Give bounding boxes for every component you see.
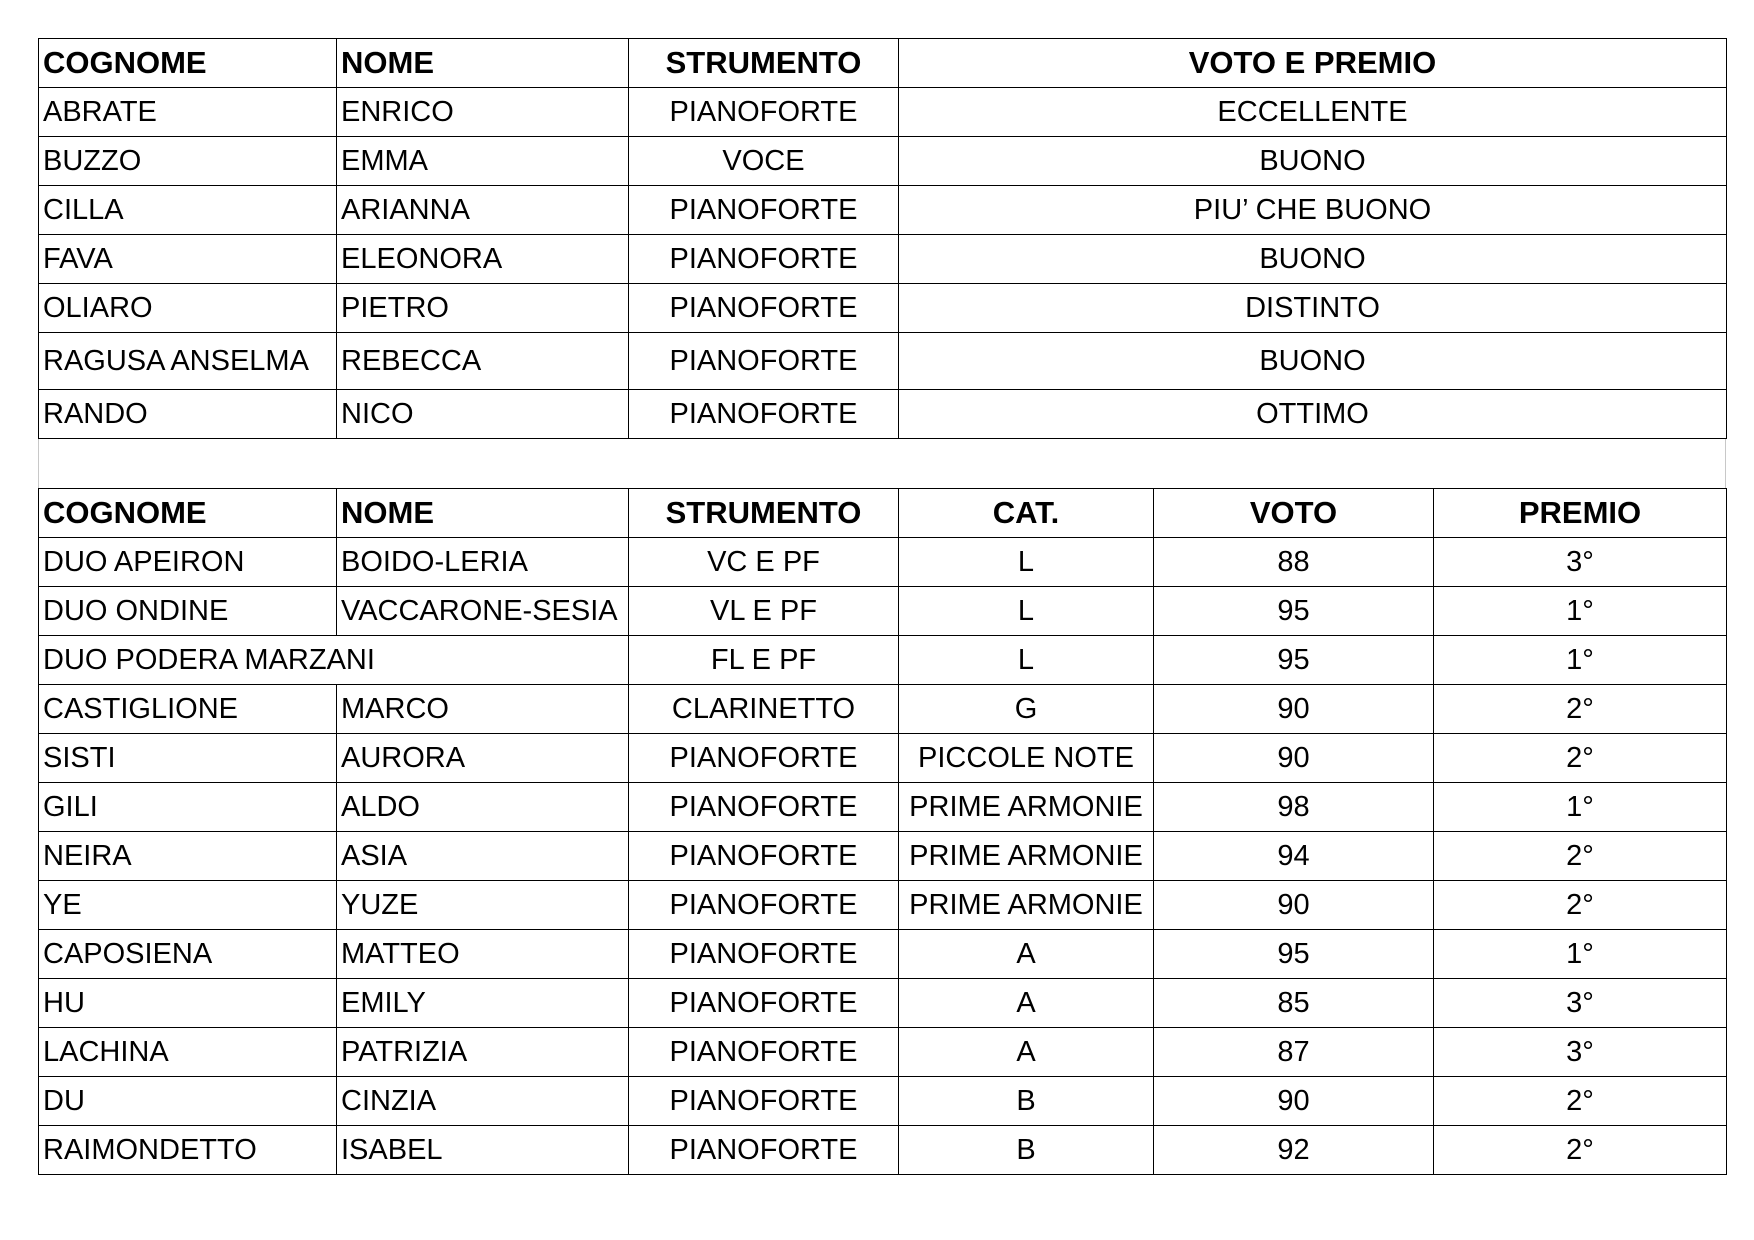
cat-cell: PRIME ARMONIE: [899, 832, 1154, 881]
table-row: [39, 685, 1727, 734]
header-strumento: STRUMENTO: [629, 489, 899, 538]
nome-cell: ELEONORA: [337, 235, 629, 284]
header-strumento: STRUMENTO: [629, 39, 899, 88]
strumento-cell: PIANOFORTE: [629, 832, 899, 881]
nome-cell: BOIDO-LERIA: [337, 538, 629, 587]
table2-header-row: [39, 489, 1727, 538]
table-row: [39, 783, 1727, 832]
header-nome: NOME: [337, 489, 629, 538]
strumento-cell: PIANOFORTE: [629, 186, 899, 235]
strumento-cell: PIANOFORTE: [629, 235, 899, 284]
cognome-cell: OLIARO: [39, 284, 337, 333]
premio-cell: 3°: [1434, 1028, 1727, 1077]
strumento-cell: PIANOFORTE: [629, 333, 899, 390]
strumento-cell: PIANOFORTE: [629, 284, 899, 333]
nome-cell: CINZIA: [337, 1077, 629, 1126]
strumento-cell: VL E PF: [629, 587, 899, 636]
voto-premio-cell: BUONO: [899, 137, 1727, 186]
cognome-cell: HU: [39, 979, 337, 1028]
table-row: [39, 930, 1727, 979]
results-table-1: [38, 38, 1727, 439]
cognome-cell: DUO ONDINE: [39, 587, 337, 636]
cat-cell: A: [899, 930, 1154, 979]
cat-cell: A: [899, 979, 1154, 1028]
header-premio: PREMIO: [1434, 489, 1727, 538]
cat-cell: PICCOLE NOTE: [899, 734, 1154, 783]
strumento-cell: FL E PF: [629, 636, 899, 685]
premio-cell: 2°: [1434, 1077, 1727, 1126]
table-row: [39, 186, 1727, 235]
nome-cell: EMILY: [337, 979, 629, 1028]
voto-cell: 87: [1154, 1028, 1434, 1077]
premio-cell: 2°: [1434, 685, 1727, 734]
nome-cell: ARIANNA: [337, 186, 629, 235]
cat-cell: B: [899, 1126, 1154, 1175]
cognome-cell: LACHINA: [39, 1028, 337, 1077]
strumento-cell: PIANOFORTE: [629, 88, 899, 137]
nome-cell: ALDO: [337, 783, 629, 832]
strumento-cell: CLARINETTO: [629, 685, 899, 734]
table-row: [39, 333, 1727, 390]
strumento-cell: PIANOFORTE: [629, 881, 899, 930]
cat-cell: PRIME ARMONIE: [899, 881, 1154, 930]
cat-cell: A: [899, 1028, 1154, 1077]
nome-cell: VACCARONE-SESIA: [337, 587, 629, 636]
premio-cell: 1°: [1434, 636, 1727, 685]
premio-cell: 2°: [1434, 734, 1727, 783]
voto-premio-cell: PIU’ CHE BUONO: [899, 186, 1727, 235]
table-row: [39, 979, 1727, 1028]
voto-premio-cell: ECCELLENTE: [899, 88, 1727, 137]
table-row: [39, 1028, 1727, 1077]
premio-cell: 1°: [1434, 930, 1727, 979]
voto-cell: 92: [1154, 1126, 1434, 1175]
cat-cell: B: [899, 1077, 1154, 1126]
strumento-cell: VOCE: [629, 137, 899, 186]
cognome-cell: CILLA: [39, 186, 337, 235]
premio-cell: 2°: [1434, 881, 1727, 930]
cognome-cell: ABRATE: [39, 88, 337, 137]
cognome-cell: NEIRA: [39, 832, 337, 881]
voto-premio-cell: DISTINTO: [899, 284, 1727, 333]
cognome-cell: CASTIGLIONE: [39, 685, 337, 734]
voto-cell: 85: [1154, 979, 1434, 1028]
header-cognome: COGNOME: [39, 39, 337, 88]
cognome-cell: DU: [39, 1077, 337, 1126]
header-nome: NOME: [337, 39, 629, 88]
cat-cell: PRIME ARMONIE: [899, 783, 1154, 832]
cat-cell: L: [899, 538, 1154, 587]
cognome-cell: RANDO: [39, 390, 337, 439]
nome-cell: REBECCA: [337, 333, 629, 390]
nome-cell: PIETRO: [337, 284, 629, 333]
premio-cell: 2°: [1434, 1126, 1727, 1175]
cat-cell: G: [899, 685, 1154, 734]
table-row: [39, 235, 1727, 284]
voto-cell: 95: [1154, 587, 1434, 636]
results-table-2: [38, 488, 1727, 1175]
table-row: [39, 137, 1727, 186]
header-cat: CAT.: [899, 489, 1154, 538]
table-row: [39, 538, 1727, 587]
header-voto-e-premio: VOTO E PREMIO: [899, 39, 1727, 88]
cognome-cell: GILI: [39, 783, 337, 832]
nome-cell: ISABEL: [337, 1126, 629, 1175]
cognome-cell: BUZZO: [39, 137, 337, 186]
cognome-cell: CAPOSIENA: [39, 930, 337, 979]
header-cognome: COGNOME: [39, 489, 337, 538]
table-row: [39, 88, 1727, 137]
cat-cell: L: [899, 587, 1154, 636]
strumento-cell: PIANOFORTE: [629, 783, 899, 832]
strumento-cell: PIANOFORTE: [629, 1077, 899, 1126]
table1-header-row: [39, 39, 1727, 88]
table-row: [39, 284, 1727, 333]
voto-cell: 90: [1154, 881, 1434, 930]
nome-cell: MATTEO: [337, 930, 629, 979]
table-spacer: [38, 439, 1726, 488]
cognome-cell: DUO APEIRON: [39, 538, 337, 587]
nome-cell: ASIA: [337, 832, 629, 881]
premio-cell: 2°: [1434, 832, 1727, 881]
voto-cell: 90: [1154, 685, 1434, 734]
results-sheet: [38, 38, 1726, 1175]
nome-cell: AURORA: [337, 734, 629, 783]
premio-cell: 3°: [1434, 979, 1727, 1028]
strumento-cell: PIANOFORTE: [629, 979, 899, 1028]
voto-cell: 94: [1154, 832, 1434, 881]
voto-cell: 88: [1154, 538, 1434, 587]
voto-premio-cell: BUONO: [899, 235, 1727, 284]
cognome-cell: SISTI: [39, 734, 337, 783]
cat-cell: L: [899, 636, 1154, 685]
table-row: [39, 636, 1727, 685]
cognome-cell: YE: [39, 881, 337, 930]
strumento-cell: PIANOFORTE: [629, 734, 899, 783]
strumento-cell: PIANOFORTE: [629, 930, 899, 979]
strumento-cell: PIANOFORTE: [629, 1028, 899, 1077]
table-row: [39, 1126, 1727, 1175]
nome-cell: NICO: [337, 390, 629, 439]
premio-cell: 3°: [1434, 538, 1727, 587]
nome-cell: ENRICO: [337, 88, 629, 137]
nome-cell: PATRIZIA: [337, 1028, 629, 1077]
voto-cell: 90: [1154, 734, 1434, 783]
cognome-cell: RAIMONDETTO: [39, 1126, 337, 1175]
premio-cell: 1°: [1434, 587, 1727, 636]
voto-premio-cell: BUONO: [899, 333, 1727, 390]
table-row: [39, 587, 1727, 636]
voto-cell: 95: [1154, 930, 1434, 979]
cognome-cell: FAVA: [39, 235, 337, 284]
voto-cell: 95: [1154, 636, 1434, 685]
cognome-cell: RAGUSA ANSELMA: [39, 333, 337, 390]
strumento-cell: PIANOFORTE: [629, 390, 899, 439]
table-row: [39, 832, 1727, 881]
premio-cell: 1°: [1434, 783, 1727, 832]
voto-cell: 90: [1154, 1077, 1434, 1126]
table-row: [39, 390, 1727, 439]
nome-cell: YUZE: [337, 881, 629, 930]
table-row: [39, 1077, 1727, 1126]
strumento-cell: PIANOFORTE: [629, 1126, 899, 1175]
voto-cell: 98: [1154, 783, 1434, 832]
header-voto: VOTO: [1154, 489, 1434, 538]
nome-cell: EMMA: [337, 137, 629, 186]
voto-premio-cell: OTTIMO: [899, 390, 1727, 439]
cognome-cell: DUO PODERA MARZANI: [39, 636, 629, 685]
strumento-cell: VC E PF: [629, 538, 899, 587]
table-row: [39, 734, 1727, 783]
nome-cell: MARCO: [337, 685, 629, 734]
table-row: [39, 881, 1727, 930]
